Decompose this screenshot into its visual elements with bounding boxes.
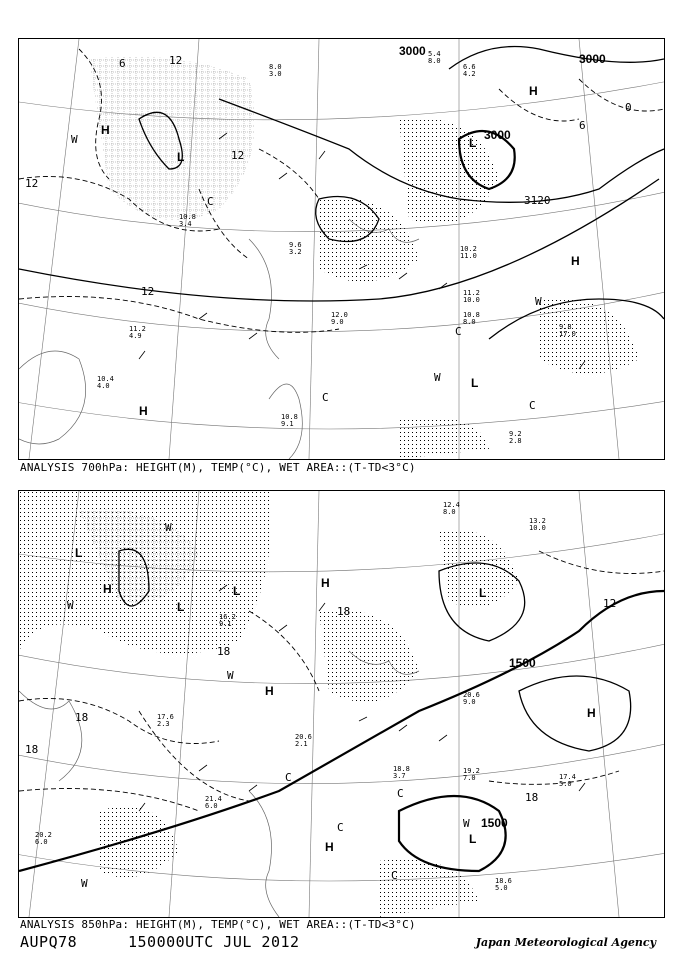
station-value: 10.0 xyxy=(463,296,480,304)
high-center: H xyxy=(529,84,538,98)
map-850hpa-canvas xyxy=(19,491,664,917)
station-value: 10.8 xyxy=(179,213,196,221)
map-850hpa xyxy=(18,490,665,918)
station-value: 6.0 xyxy=(205,802,218,810)
contour-label: 3120 xyxy=(524,194,551,207)
isotherm-label: 12 xyxy=(603,597,617,610)
station-value: 5.4 xyxy=(428,50,441,58)
warm-center: W xyxy=(535,295,542,308)
cold-center: C xyxy=(285,771,292,784)
high-center: H xyxy=(101,123,110,137)
analysis-time: 150000UTC JUL 2012 xyxy=(128,933,300,951)
station-value: 9.1 xyxy=(219,620,232,628)
station-value: 9.1 xyxy=(281,420,294,428)
low-center: L xyxy=(469,832,477,846)
isotherm-label: 12 xyxy=(231,149,245,162)
isotherm-label: 18 xyxy=(525,791,539,804)
station-value: 8.0 xyxy=(428,57,441,65)
station-value: 9.6 xyxy=(289,241,302,249)
station-value: 21.4 xyxy=(205,795,222,803)
station-value: 11.2 xyxy=(463,289,480,297)
station-value: 10.2 xyxy=(460,245,477,253)
station-value: 3.4 xyxy=(179,220,192,228)
station-value: 2.3 xyxy=(157,720,170,728)
station-value: 18.6 xyxy=(495,877,512,885)
station-value: 9.0 xyxy=(463,698,476,706)
isotherm-label: 18 xyxy=(25,743,39,756)
isotherm-label: 12 xyxy=(169,54,183,67)
station-value: 2.1 xyxy=(295,740,308,748)
high-center: H xyxy=(139,404,148,418)
isotherm-label: 18 xyxy=(217,645,231,658)
low-center: L xyxy=(177,150,185,164)
cold-center: C xyxy=(455,325,462,338)
contour-label: 1500 xyxy=(509,656,536,670)
upper-panel-caption: ANALYSIS 700hPa: HEIGHT(M), TEMP(°C), WET AREA::(T-TD<3°C) xyxy=(20,461,416,474)
station-value: 17.0 xyxy=(559,330,576,338)
station-value: 12.0 xyxy=(331,311,348,319)
station-value: 19.2 xyxy=(463,767,480,775)
low-center: L xyxy=(75,546,83,560)
isotherm-label: 6 xyxy=(119,57,126,70)
station-value: 11.0 xyxy=(460,252,477,260)
station-value: 3.0 xyxy=(269,70,282,78)
station-value: 9.8 xyxy=(559,323,572,331)
station-value: 8.0 xyxy=(463,318,476,326)
low-center: L xyxy=(469,136,477,150)
isotherm-label: 0 xyxy=(625,101,632,114)
station-value: 11.2 xyxy=(129,325,146,333)
station-value: 3.2 xyxy=(289,248,302,256)
high-center: H xyxy=(325,840,334,854)
station-value: 16.2 xyxy=(219,613,236,621)
station-value: 5.0 xyxy=(495,884,508,892)
cold-center: C xyxy=(391,869,398,882)
cold-center: C xyxy=(529,399,536,412)
station-value: 5.0 xyxy=(559,780,572,788)
warm-center: W xyxy=(67,599,74,612)
station-value: 10.8 xyxy=(463,311,480,319)
map-700hpa xyxy=(18,38,665,460)
station-value: 7.0 xyxy=(463,774,476,782)
map-700hpa-canvas xyxy=(19,39,664,459)
station-value: 4.2 xyxy=(463,70,476,78)
high-center: H xyxy=(103,582,112,596)
station-value: 6.6 xyxy=(463,63,476,71)
warm-center: W xyxy=(227,669,234,682)
warm-center: W xyxy=(165,521,172,534)
station-value: 12.4 xyxy=(443,501,460,509)
low-center: L xyxy=(177,600,185,614)
station-value: 10.4 xyxy=(97,375,114,383)
contour-label: 3000 xyxy=(579,52,606,66)
isotherm-label: 18 xyxy=(337,605,351,618)
warm-center: W xyxy=(434,371,441,384)
high-center: H xyxy=(571,254,580,268)
station-value: 10.8 xyxy=(281,413,298,421)
contour-label: 1500 xyxy=(481,816,508,830)
station-value: 8.0 xyxy=(443,508,456,516)
warm-center: W xyxy=(463,817,470,830)
station-value: 9.2 xyxy=(509,430,522,438)
cold-center: C xyxy=(397,787,404,800)
wet-areas xyxy=(89,57,639,460)
cold-center: C xyxy=(337,821,344,834)
warm-center: W xyxy=(71,133,78,146)
station-value: 20.6 xyxy=(295,733,312,741)
station-value: 9.0 xyxy=(331,318,344,326)
agency-name: Japan Meteorological Agency xyxy=(475,936,656,949)
station-value: 10.0 xyxy=(529,524,546,532)
high-center: H xyxy=(321,576,330,590)
isotherm-label: 12 xyxy=(25,177,39,190)
station-value: 2.8 xyxy=(509,437,522,445)
station-value: 4.0 xyxy=(97,382,110,390)
lower-panel-caption: ANALYSIS 850hPa: HEIGHT(M), TEMP(°C), WET AREA::(T-TD<3°C) xyxy=(20,918,416,931)
station-value: 20.6 xyxy=(463,691,480,699)
station-value: 6.0 xyxy=(35,838,48,846)
isotherm-label: 18 xyxy=(75,711,89,724)
low-center: L xyxy=(471,376,479,390)
station-value: 8.0 xyxy=(269,63,282,71)
station-value: 20.2 xyxy=(35,831,52,839)
station-value: 4.9 xyxy=(129,332,142,340)
contour-label: 3000 xyxy=(399,44,426,58)
cold-center: C xyxy=(322,391,329,404)
contour-label: 3000 xyxy=(484,128,511,142)
low-center: L xyxy=(233,584,241,598)
low-center: L xyxy=(479,586,487,600)
high-center: H xyxy=(265,684,274,698)
station-value: 17.4 xyxy=(559,773,576,781)
cold-center: C xyxy=(207,195,214,208)
chart-code: AUPQ78 xyxy=(20,933,78,951)
wet-areas xyxy=(19,491,519,917)
isotherm-label: 6 xyxy=(579,119,586,132)
station-value: 18.8 xyxy=(393,765,410,773)
warm-center: W xyxy=(81,877,88,890)
station-value: 13.2 xyxy=(529,517,546,525)
station-value: 17.6 xyxy=(157,713,174,721)
station-value: 3.7 xyxy=(393,772,406,780)
high-center: H xyxy=(587,706,596,720)
isotherm-label: 12 xyxy=(141,285,155,298)
